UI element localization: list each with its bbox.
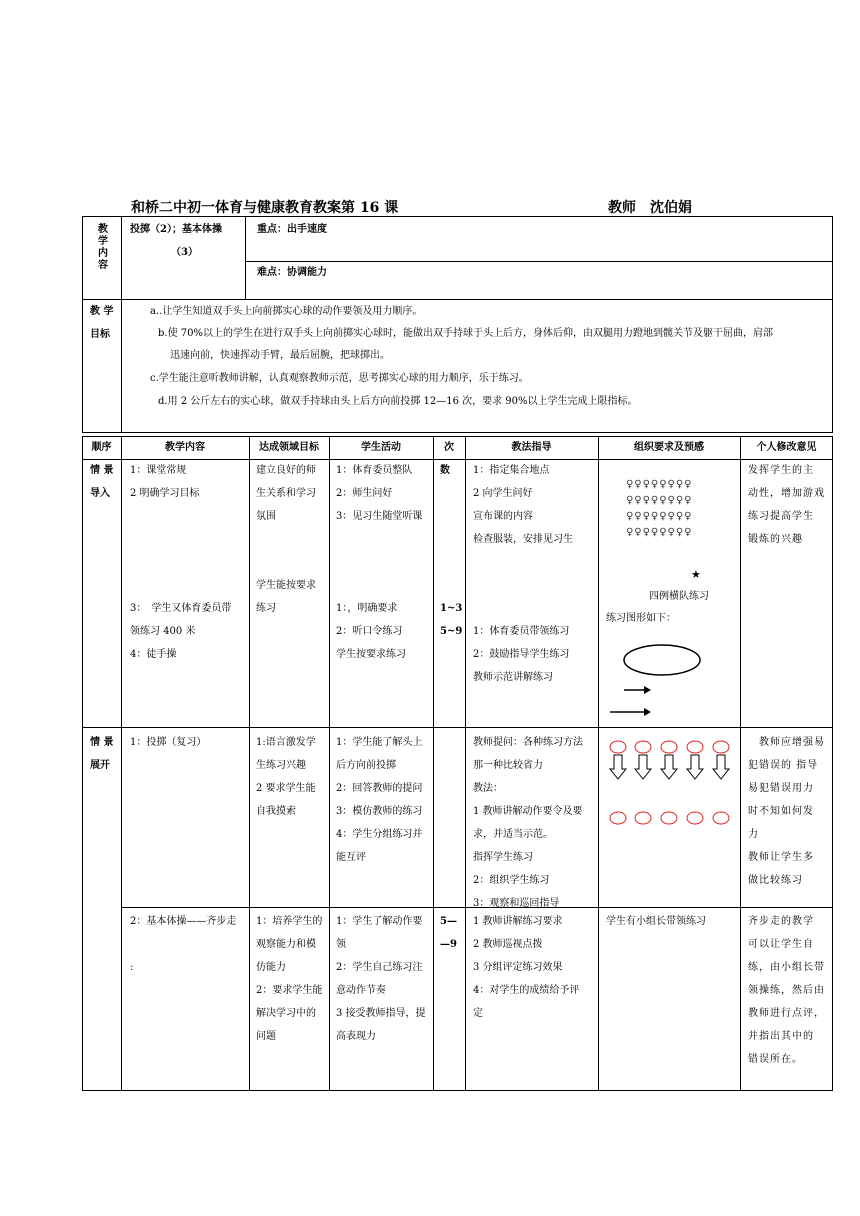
cell-line: 教师让学生多: [748, 852, 814, 863]
cell-line: [336, 528, 422, 551]
cell-line: 发挥学生的主: [748, 465, 814, 476]
throw-diagram: [600, 735, 740, 830]
circle-row-bottom: [610, 812, 729, 824]
develop1-activity: [336, 731, 422, 869]
content-sub: （3）: [171, 247, 198, 258]
cell-line: [336, 551, 422, 574]
cell-line: 动性，增加游戏: [748, 488, 825, 499]
cell-line: 问题: [256, 1031, 276, 1042]
cell-line: 2：要求学生能: [256, 985, 323, 996]
down-arrow-icon: [661, 755, 677, 779]
cell-line: 力: [748, 829, 759, 840]
goal-a: a..让学生知道双手头上向前掷实心球的动作要领及用力顺序。: [150, 306, 423, 317]
cell-line: 生练习兴趣: [256, 760, 306, 771]
cell-line: 3：见习生随堂听课: [336, 511, 423, 522]
practice-diagram: [600, 640, 740, 725]
cell-line: [256, 528, 316, 551]
cell-line: 2：回答教师的提问: [336, 783, 423, 794]
content-main: 投掷（2）；基本体操: [130, 224, 222, 235]
formation-rows: [626, 478, 692, 539]
student-circle-icon: [610, 812, 626, 824]
cell-line: 齐步走的教学: [748, 916, 814, 927]
cell-line: 2 要求学生能: [256, 783, 316, 794]
develop2-notes: [748, 910, 825, 1071]
teacher-label: 教师: [608, 200, 636, 216]
develop1-method: [473, 731, 583, 915]
develop2-goal: [256, 910, 322, 1048]
cell-line: 1：指定集合地点: [473, 465, 550, 476]
cell-line: 2：鼓励指导学生练习: [473, 649, 570, 660]
cell-line: 学生按要求练习: [336, 649, 406, 660]
focus-text: 重点：出手速度: [257, 224, 327, 235]
header-count: 次: [444, 442, 454, 453]
cell-line: 2 教师巡视点拨: [473, 939, 543, 950]
cell-line: 生关系和学习: [256, 488, 316, 499]
cell-line: 1：培养学生的: [256, 916, 323, 927]
header-order: 顺序: [91, 442, 112, 453]
cell-line: 学生能按要求: [256, 580, 316, 591]
cell-line: [440, 505, 462, 528]
cell-line: 解决学习中的: [256, 1008, 316, 1019]
cell-line: 宣布课的内容: [473, 511, 533, 522]
header-content: 教学内容: [165, 442, 205, 453]
cell-line: 意动作节奏: [336, 985, 386, 996]
intro-activity: [336, 459, 422, 666]
difficulty-text: 难点：协调能力: [257, 267, 327, 278]
cell-line: 那一种比较省力: [473, 760, 543, 771]
cell-line: 1：体育委员带领练习: [473, 626, 570, 637]
cell-line: 1：，明确要求: [336, 603, 398, 614]
cell-line: 后方向前投掷: [336, 760, 396, 771]
goal-label-1: 教 学: [90, 306, 114, 317]
goal-c: c.学生能注意听教师讲解，认真观察教师示范，思考掷实心球的用力顺序，乐于练习。: [150, 373, 529, 384]
circle-row-top: [610, 741, 729, 753]
cell-line: 自我摸索: [256, 806, 296, 817]
cell-line: 可以让学生自: [748, 939, 814, 950]
cell-line: 3：模仿教师的练习: [336, 806, 423, 817]
header-method: 教法指导: [511, 442, 552, 453]
cell-line: 2 明确学习目标: [130, 488, 200, 499]
cell-line: 2：学生自己练习注: [336, 962, 423, 973]
cell-line: 领操练，然后由: [748, 985, 825, 996]
header-goal: 达成领域目标: [259, 442, 319, 453]
intro-label: 情 景 导入: [90, 465, 114, 499]
develop-label: 情 景 展开: [90, 737, 114, 771]
develop2-activity: [336, 910, 426, 1048]
formation-row: ♀♀♀♀♀♀♀♀: [626, 479, 693, 490]
cell-line: 领练习 400 米: [130, 626, 196, 637]
cell-line: 氛围: [256, 511, 276, 522]
cell-line: 2：基本体操——齐步走: [130, 916, 237, 927]
cell-line: 3 接受教师指导，提: [336, 1008, 426, 1019]
cell-line: 指挥学生练习: [473, 852, 533, 863]
cell-line: [130, 933, 236, 956]
cell-line: 建立良好的师: [256, 465, 316, 476]
cell-line: 教师应增强易: [748, 737, 825, 748]
cell-line: 2：师生问好: [336, 488, 393, 499]
goal-b-cont: 迅速向前，快速挥动手臂，最后屈腕，把球掷出。: [170, 350, 390, 361]
cell-line: 仿能力: [256, 962, 286, 973]
formation-row: ♀♀♀♀♀♀♀♀: [626, 511, 693, 522]
cell-line: 练习: [256, 603, 276, 614]
cell-line: 2：组织学生练习: [473, 875, 550, 886]
content-label: 教学内容: [98, 224, 108, 271]
cell-line: 5—: [440, 916, 457, 927]
intro-notes: [748, 459, 825, 551]
cell-line: 1：课堂常规: [130, 465, 187, 476]
student-circle-icon: [610, 741, 626, 753]
intro-goal: [256, 459, 316, 620]
student-circle-icon: [713, 812, 729, 824]
formation-row: ♀♀♀♀♀♀♀♀: [626, 527, 693, 538]
teacher-star-icon: ★: [691, 568, 701, 581]
cell-line: 3：观察和巡回指导: [473, 898, 560, 909]
cell-line: 领: [336, 939, 346, 950]
cell-line: 练，由小组长带: [748, 962, 825, 973]
page-title: 和桥二中初一体育与健康教育教案第 16 课: [131, 200, 399, 216]
intro-content: [130, 459, 231, 666]
cell-line: [440, 482, 462, 505]
cell-line: 锻炼的兴趣: [748, 534, 803, 545]
down-arrow-icon: [687, 755, 703, 779]
diagram-caption: 练习图形如下：: [606, 613, 676, 624]
cell-line: [440, 551, 462, 574]
down-arrow-icon: [713, 755, 729, 779]
teacher-name: 沈伯娟: [650, 200, 692, 216]
cell-line: 高表现力: [336, 1031, 376, 1042]
header-notes: 个人修改意见: [756, 442, 817, 453]
develop2-method: [473, 910, 579, 1025]
cell-line: [336, 574, 422, 597]
cell-line: [440, 528, 462, 551]
cell-line: 1~3: [440, 603, 463, 614]
cell-line: 4：对学生的成绩给予评: [473, 985, 580, 996]
cell-line: 定: [473, 1008, 483, 1019]
header-activity: 学生活动: [361, 442, 401, 453]
teacher-info: [608, 197, 692, 217]
arrow-head-icon: [644, 708, 651, 716]
develop2-count: [440, 910, 457, 956]
down-arrow-icon: [635, 755, 651, 779]
cell-line: 易犯错误用力: [748, 783, 814, 794]
cell-line: 1：学生了解动作要: [336, 916, 423, 927]
cell-line: [130, 505, 231, 528]
cell-line: [130, 551, 231, 574]
cell-line: 观察能力和模: [256, 939, 316, 950]
cell-line: 2：听口令练习: [336, 626, 403, 637]
formation-caption: 四例横队练习: [649, 591, 709, 602]
cell-line: 数: [440, 465, 450, 476]
student-circle-icon: [661, 741, 677, 753]
cell-line: 练习提高学生: [748, 511, 814, 522]
intro-method: [473, 459, 573, 689]
student-circle-icon: [687, 812, 703, 824]
cell-line: 并指出其中的: [748, 1031, 814, 1042]
cell-line: 1:语言激发学: [256, 737, 316, 748]
arrow-head-icon: [644, 686, 651, 694]
student-circle-icon: [661, 812, 677, 824]
goal-b: b.使 70%以上的学生在进行双手头上向前掷实心球时，能做出双手持球于头上后方，身体后仰，由双腿用力蹬地到髋关节及躯干屈曲，肩部: [158, 328, 773, 339]
down-arrow-icon: [610, 755, 626, 779]
cell-line: 求，并适当示范。: [473, 829, 553, 840]
formation-row: ♀♀♀♀♀♀♀♀: [626, 495, 693, 506]
develop1-goal: [256, 731, 316, 823]
cell-line: [473, 597, 573, 620]
cell-line: 1：学生能了解头上: [336, 737, 423, 748]
develop1-notes: [748, 731, 825, 892]
develop2-content: [130, 910, 236, 979]
cell-line: [256, 551, 316, 574]
student-circle-icon: [687, 741, 703, 753]
develop1-content: [130, 731, 206, 754]
cell-line: 4：学生分组练习并: [336, 829, 423, 840]
student-circle-icon: [713, 741, 729, 753]
header-org: 组织要求及预感: [634, 442, 704, 453]
cell-line: 1 教师讲解练习要求: [473, 916, 563, 927]
cell-line: 检查服装，安排见习生: [473, 534, 573, 545]
cell-line: :: [130, 962, 134, 973]
student-circle-icon: [635, 812, 651, 824]
cell-line: 犯错误的 指导: [748, 760, 819, 771]
cell-line: [130, 574, 231, 597]
cell-line: —9: [440, 939, 457, 950]
down-arrows: [610, 755, 729, 779]
cell-line: 教法：: [473, 783, 503, 794]
cell-line: [473, 574, 573, 597]
cell-line: 4：徒手操: [130, 649, 177, 660]
goal-label-2: 目标: [90, 329, 110, 340]
student-circle-icon: [635, 741, 651, 753]
cell-line: 1：投掷（复习）: [130, 737, 207, 748]
cell-line: 能互评: [336, 852, 366, 863]
cell-line: 错误所在。: [748, 1054, 803, 1065]
intro-count: [440, 459, 462, 643]
goal-d: d.用 2 公斤左右的实心球，做双手持球由头上后方向前投掷 12—16 次，要求 90%以上学生完成上限指标。: [158, 396, 638, 407]
cell-line: 1：体育委员整队: [336, 465, 413, 476]
cell-line: 1 教师讲解动作要令及要: [473, 806, 583, 817]
cell-line: [440, 574, 462, 597]
running-track-icon: [624, 645, 700, 675]
cell-line: 3： 学生又体育委员带: [130, 603, 232, 614]
develop2-org: 学生有小组长带领练习: [606, 916, 706, 927]
cell-line: 教师进行点评，: [748, 1008, 825, 1019]
cell-line: [473, 551, 573, 574]
cell-line: 2 向学生问好: [473, 488, 533, 499]
cell-line: 教师示范讲解练习: [473, 672, 553, 683]
cell-line: 5~9: [440, 626, 463, 637]
cell-line: 时不知如何发: [748, 806, 814, 817]
cell-line: 教师提问：各种练习方法: [473, 737, 583, 748]
cell-line: 做比较练习: [748, 875, 803, 886]
cell-line: [130, 528, 231, 551]
cell-line: 3 分组评定练习效果: [473, 962, 563, 973]
